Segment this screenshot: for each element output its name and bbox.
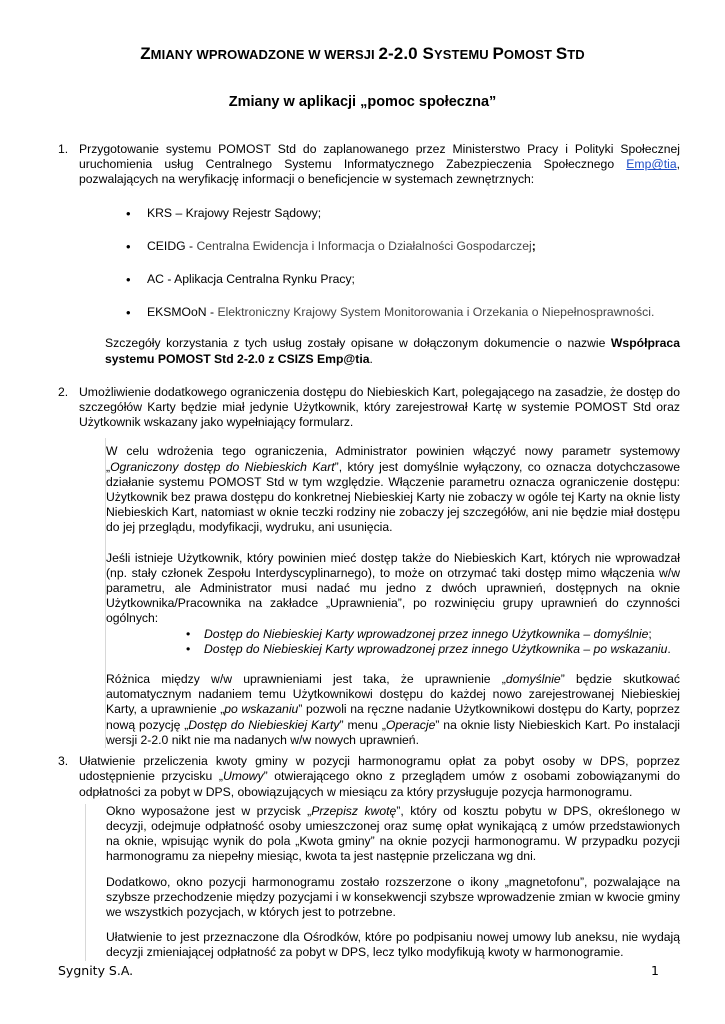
permission-item: • Dostęp do Niebieskiej Karty wprowadzonej przez innego Użytkownika – po wskazaniu. (106, 642, 680, 657)
list-item-1 (0, 142, 725, 367)
item-number: 2. (58, 384, 69, 399)
detail-paragraph: Dodatkowo, okno pozycji harmonogramu zostało rozszerzone o ikony „magnetofonu”, pozwalające na szybsze przechodzenie między pozycjami i w konsekwencji szybsze wprowadzenie zmian w kwocie gminy we wszystkich pozycjach, w których jest to potrzebne. (106, 874, 680, 919)
item-details (105, 438, 680, 748)
details-paragraph: Szczegóły korzystania z tych usług zostały opisane w dołączonym dokumencie o nazwie Współpraca systemu POMOST Std 2-2.0 z CSIZS Emp@tia. (105, 336, 680, 366)
detail-paragraph: W celu wdrożenia tego ograniczenia, Administrator powinien włączyć nowy parametr systemowy „Ograniczony dostęp do Niebieskich Kart”, który jest domyślnie wyłączony, co oznacza dotychczasowe działanie systemu POMOST Std w tym względzie. Włączenie parametru oznacza ograniczenie dostępu: Użytkownik bez prawa dostępu do konkretnej Niebieskiej Karty nie zobaczy w ogóle tej Karty na oknie listy Niebieskich Kart, natomiast w oknie teczki rodziny nie zobaczy jej szczegółów, ani nie będzie miał dostępu do jej przeglądu, modyfikacji, wydruku, ani usunięcia. (106, 444, 680, 535)
list-item-3 (0, 754, 725, 960)
bullet-item: • KRS – Krajowy Rejestr Sądowy; (79, 206, 680, 221)
footer-company: Sygnity S.A. (58, 963, 134, 978)
item-text: Ułatwienie przeliczenia kwoty gminy w pozycji harmonogramu opłat za pobyt osoby w DPS, poprzez udostępnienie przycisku „Umowy” otwierającego okno z przeglądem umów z osobami zobowiązanymi do odpłatności za pobyt w DPS, obowiązujących w miesiącu za który przysługuje pozycja harmonogramu. (79, 754, 680, 799)
bullet-item: • CEIDG - Centralna Ewidencja i Informacja o Działalności Gospodarczej; (79, 239, 680, 254)
item-text: Przygotowanie systemu POMOST Std do zaplanowanego przez Ministerstwo Pracy i Polityki Społecznej uruchomienia usług Centralnego Systemu Informatycznego Zabezpieczenia Społecznego Emp@tia, pozwalających na weryfikację informacji o beneficjencie w systemach zewnętrznych: (79, 142, 680, 187)
service-list (79, 206, 680, 321)
page-title: ZMIANY WPROWADZONE W WERSJI 2-2.0 SYSTEMU POMOST STD (140, 44, 585, 63)
empatia-link[interactable]: Emp@tia (626, 157, 677, 172)
detail-paragraph: Różnica między w/w uprawnieniami jest taka, że uprawnienie „domyślnie” będzie skutkować automatycznym nadaniem temu Użytkownikowi dostępu do każdej nowo zarejestrowanej Niebieskiej Karty, a uprawnienie „po wskazaniu” pozwoli na ręczne nadanie Użytkownikowi dostępu do Karty, poprzez nową pozycję „Dostęp do Niebieskiej Karty” menu „Operacje” na oknie listy Niebieskich Kart. Po instalacji wersji 2-2.0 nikt nie ma nadanych w/w nowych uprawnień. (106, 672, 680, 747)
item-text: Umożliwienie dodatkowego ograniczenia dostępu do Niebieskich Kart, polegającego na zasadzie, że dostęp do szczegółów Karty będzie miał jedynie Użytkownik, który zarejestrował Kartę w systemie POMOST Std oraz Użytkownik wskazany jako wypełniający formularz. (79, 384, 680, 430)
list-item-2 (0, 385, 725, 748)
item-details (85, 804, 680, 961)
detail-paragraph: Ułatwienie to jest przeznaczone dla Ośrodków, które po podpisaniu nowej umowy lub aneksu, nie wydają decyzji zmieniającej odpłatność za pobyt w DPS, lecz tylko modyfikują kwoty w harmonogramie. (106, 930, 680, 960)
permission-list (106, 627, 680, 657)
detail-paragraph: Jeśli istnieje Użytkownik, który powinien mieć dostęp także do Niebieskich Kart, których nie wprowadzał (np. stały członek Zespołu Interdyscyplinarnego), to może on otrzymać taki dostęp mimo włączenia w/w parametru, ale Administrator musi nadać mu jedno z dwóch uprawnień, dostępnych na oknie Użytkownika/Pracownika na zakładce „Uprawnienia”, po rozwinięciu grupy uprawnień do czynności ogólnych: (106, 550, 680, 626)
item-number: 1. (58, 142, 69, 156)
detail-paragraph: Okno wyposażone jest w przycisk „Przepisz kwotę”, który od kosztu pobytu w DPS, określonego w decyzji, odejmuje odpłatność osoby umieszczonej oraz sumę opłat wynikającą z umów przedstawionych na oknie, wpisując wynik do pola „Kwota gminy” na oknie pozycji harmonogramu. W przypadku pozycji harmonogramu za niepełny miesiąc, kwota ta jest następnie przeliczana wg dni. (106, 803, 680, 864)
bullet-item: • AC - Aplikacja Centralna Rynku Pracy; (79, 272, 680, 287)
permission-item: • Dostęp do Niebieskiej Karty wprowadzonej przez innego Użytkownika – domyślnie; (106, 627, 680, 642)
item-number: 3. (58, 754, 69, 769)
section-subtitle: Zmiany w aplikacji „pomoc społeczna” (228, 94, 497, 110)
document-body (0, 142, 725, 961)
bullet-item: • EKSMOoN - Elektroniczny Krajowy System Monitorowania i Orzekania o Niepełnosprawności. (79, 305, 680, 320)
page-number: 1 (651, 963, 659, 978)
